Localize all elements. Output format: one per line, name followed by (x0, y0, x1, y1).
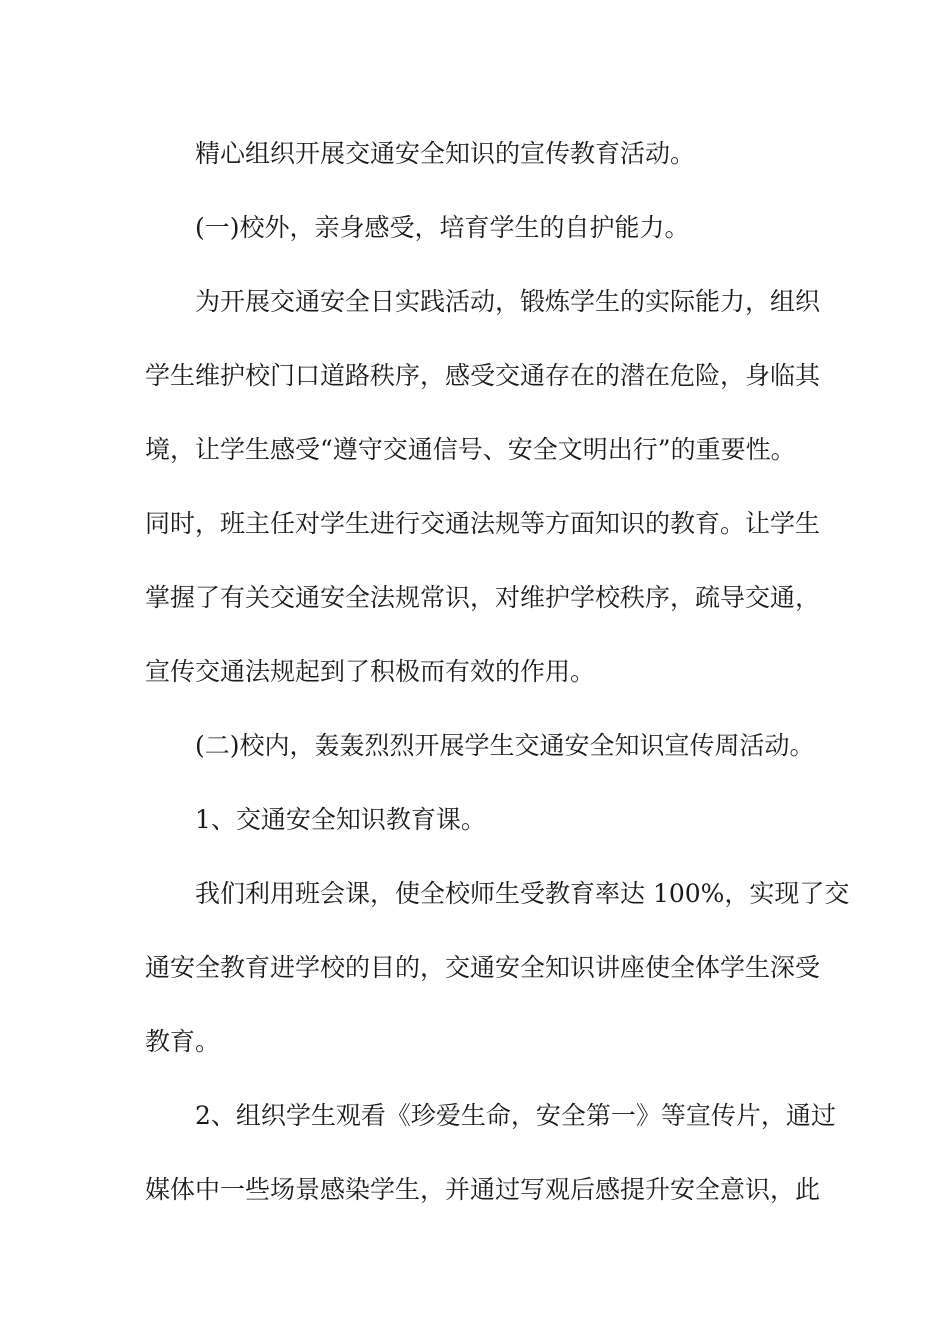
list-item-heading: 2、组织学生观看《珍爱生命，安全第一》等宣传片，通过 (195, 1101, 836, 1130)
paragraph-line: 通安全教育进学校的目的，交通安全知识讲座使全体学生深受 (145, 953, 821, 982)
list-item-heading: 1、交通安全知识教育课。 (195, 805, 486, 834)
paragraph-line: 掌握了有关交通安全法规常识，对维护学校秩序，疏导交通， (145, 583, 821, 612)
paragraph-line: 学生维护校门口道路秩序，感受交通存在的潜在危险，身临其 (145, 361, 821, 390)
paragraph-line: 教育。 (145, 1027, 221, 1056)
paragraph-line: 精心组织开展交通安全知识的宣传教育活动。 (195, 139, 696, 168)
section-heading: (一)校外，亲身感受，培育学生的自护能力。 (195, 213, 690, 242)
section-heading: (二)校内，轰轰烈烈开展学生交通安全知识宣传周活动。 (195, 731, 815, 760)
paragraph-line: 同时，班主任对学生进行交通法规等方面知识的教育。让学生 (145, 509, 821, 538)
paragraph-line: 我们利用班会课，使全校师生受教育率达 100%，实现了交 (195, 879, 850, 908)
paragraph-line: 为开展交通安全日实践活动，锻炼学生的实际能力，组织 (195, 287, 821, 316)
paragraph-line: 境，让学生感受“遵守交通信号、安全文明出行”的重要性。 (145, 435, 796, 464)
paragraph-line: 媒体中一些场景感染学生，并通过写观后感提升安全意识，此 (145, 1175, 821, 1204)
paragraph-line: 宣传交通法规起到了积极而有效的作用。 (145, 657, 596, 686)
